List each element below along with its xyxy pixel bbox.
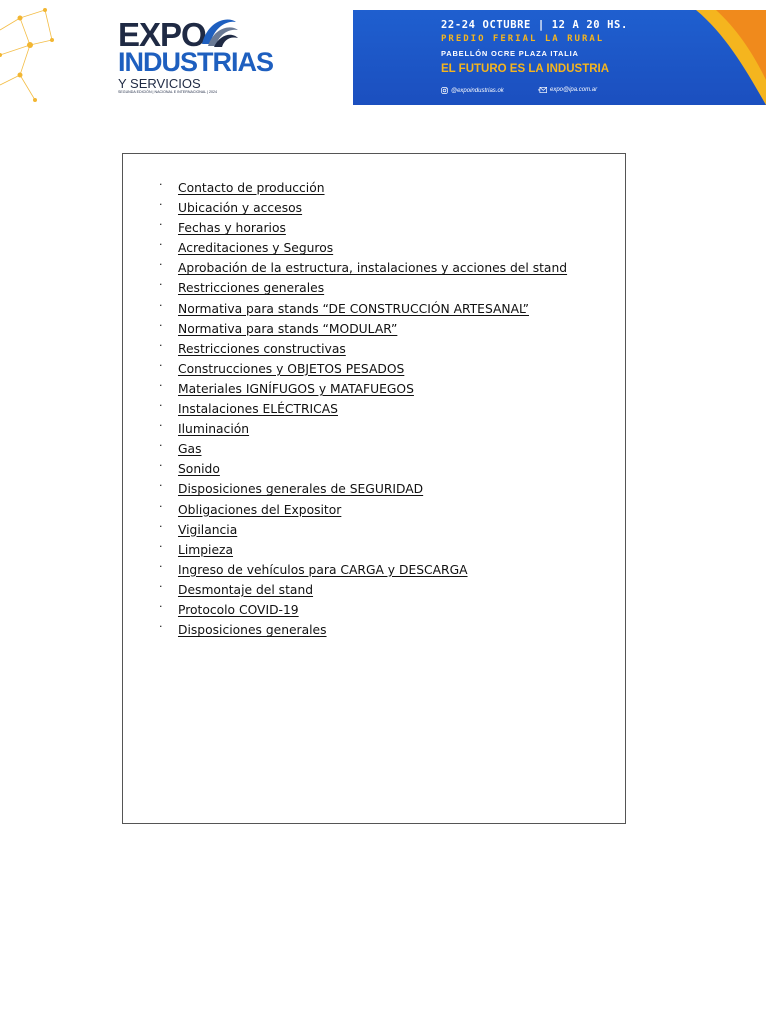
toc-item [159, 459, 567, 482]
banner-instagram[interactable] [441, 87, 504, 94]
network-decoration-icon [0, 0, 70, 110]
banner-dates: 22-24 OCTUBRE | 12 A 20 HS. [441, 19, 628, 31]
email-address: expo@ipa.com.ar [550, 87, 598, 93]
bullet-icon: · [159, 620, 163, 634]
bullet-icon: · [159, 439, 163, 453]
toc-link[interactable]: Sonido [178, 462, 220, 477]
instagram-icon [441, 87, 448, 94]
toc-item [159, 399, 567, 422]
toc-item [159, 439, 567, 462]
banner-venue: PREDIO FERIAL LA RURAL [441, 34, 605, 44]
logo-swoosh-icon [196, 14, 240, 50]
toc-item [159, 559, 567, 583]
bullet-icon: · [159, 298, 163, 312]
bullet-icon: · [159, 198, 163, 212]
bullet-icon: · [159, 318, 163, 332]
toc-item [159, 620, 567, 643]
banner-pavilion: PABELLÓN OCRE PLAZA ITALIA [441, 49, 579, 58]
toc-item [159, 298, 567, 322]
toc-link[interactable]: Restricciones constructivas [178, 341, 346, 356]
bullet-icon: · [159, 278, 163, 292]
toc-link[interactable]: Desmontaje del stand [178, 582, 314, 597]
toc-item [159, 579, 567, 603]
mail-icon [538, 87, 547, 93]
toc-item [159, 238, 567, 261]
toc-link[interactable]: Disposiciones generales de SEGURIDAD [178, 482, 424, 497]
toc-item [159, 198, 567, 221]
toc-item [159, 519, 567, 543]
toc-link[interactable]: Restricciones generales [178, 281, 325, 296]
toc-link[interactable]: Iluminación [178, 422, 250, 437]
bullet-icon: · [159, 579, 163, 593]
toc-item [159, 258, 568, 281]
bullet-icon: · [159, 519, 163, 533]
toc-item [159, 479, 567, 502]
toc-item [159, 599, 567, 623]
toc-link[interactable]: Disposiciones generales [178, 623, 327, 638]
toc-item [159, 338, 567, 362]
toc-link[interactable]: Materiales IGNÍFUGOS y MATAFUEGOS [178, 381, 414, 396]
bullet-icon: · [159, 258, 163, 272]
bullet-icon: · [159, 358, 163, 372]
toc-list [159, 178, 568, 643]
toc-link[interactable]: Normativa para stands “MODULAR” [178, 321, 398, 336]
toc-item [159, 178, 567, 201]
toc-item [159, 278, 567, 301]
toc-link[interactable]: Aprobación de la estructura, instalaciones y acciones del stand [178, 261, 568, 276]
bullet-icon: · [159, 178, 163, 191]
bullet-icon: · [159, 218, 163, 232]
logo-expo-text: EXPO [118, 16, 206, 53]
toc-item [159, 318, 567, 342]
toc-item [159, 218, 567, 241]
bullet-icon: · [159, 378, 163, 392]
bullet-icon: · [159, 459, 163, 473]
toc-item [159, 499, 567, 523]
toc-link[interactable]: Vigilancia [178, 522, 238, 537]
bullet-icon: · [159, 499, 163, 513]
toc-link[interactable]: Obligaciones del Expositor [178, 502, 342, 517]
bullet-icon: · [159, 419, 163, 433]
banner-slogan: EL FUTURO ES LA INDUSTRIA [441, 63, 610, 75]
banner-corner-decoration-icon [676, 10, 766, 105]
toc-link[interactable]: Construcciones y OBJETOS PESADOS [178, 361, 405, 376]
banner-email[interactable] [538, 87, 597, 93]
toc-box [122, 153, 626, 824]
toc-link[interactable]: Contacto de producción [178, 181, 325, 195]
toc-link[interactable]: Protocolo COVID-19 [178, 602, 299, 617]
toc-link[interactable]: Fechas y horarios [178, 221, 286, 236]
toc-link[interactable]: Acreditaciones y Seguros [178, 241, 334, 256]
bullet-icon: · [159, 238, 163, 252]
toc-link[interactable]: Ubicación y accesos [178, 201, 303, 216]
toc-link[interactable]: Instalaciones ELÉCTRICAS [178, 402, 338, 417]
bullet-icon: · [159, 399, 163, 413]
event-banner [353, 10, 766, 105]
toc-item [159, 419, 567, 442]
bullet-icon: · [159, 338, 163, 352]
toc-item [159, 358, 567, 382]
logo-industrias-text: INDUSTRIAS [118, 47, 274, 77]
expo-industrias-logo [118, 14, 274, 98]
logo-servicios-text: Y SERVICIOS [118, 76, 201, 91]
bullet-icon: · [159, 599, 163, 613]
instagram-handle: @expoindustrias.ok [451, 87, 504, 94]
bullet-icon: · [159, 539, 163, 553]
toc-item [159, 539, 567, 563]
toc-link[interactable]: Ingreso de vehículos para CARGA y DESCARGA [178, 562, 468, 577]
toc-link[interactable]: Normativa para stands “DE CONSTRUCCIÓN ARTESANAL” [178, 301, 529, 316]
bullet-icon: · [159, 479, 163, 493]
toc-item [159, 378, 567, 402]
toc-link[interactable]: Limpieza [178, 542, 234, 557]
toc-link[interactable]: Gas [178, 442, 202, 457]
logo-edition-text: SEGUNDA EDICIÓN | NACIONAL E INTERNACIONAL | 2024 [118, 90, 218, 94]
bullet-icon: · [159, 559, 163, 573]
